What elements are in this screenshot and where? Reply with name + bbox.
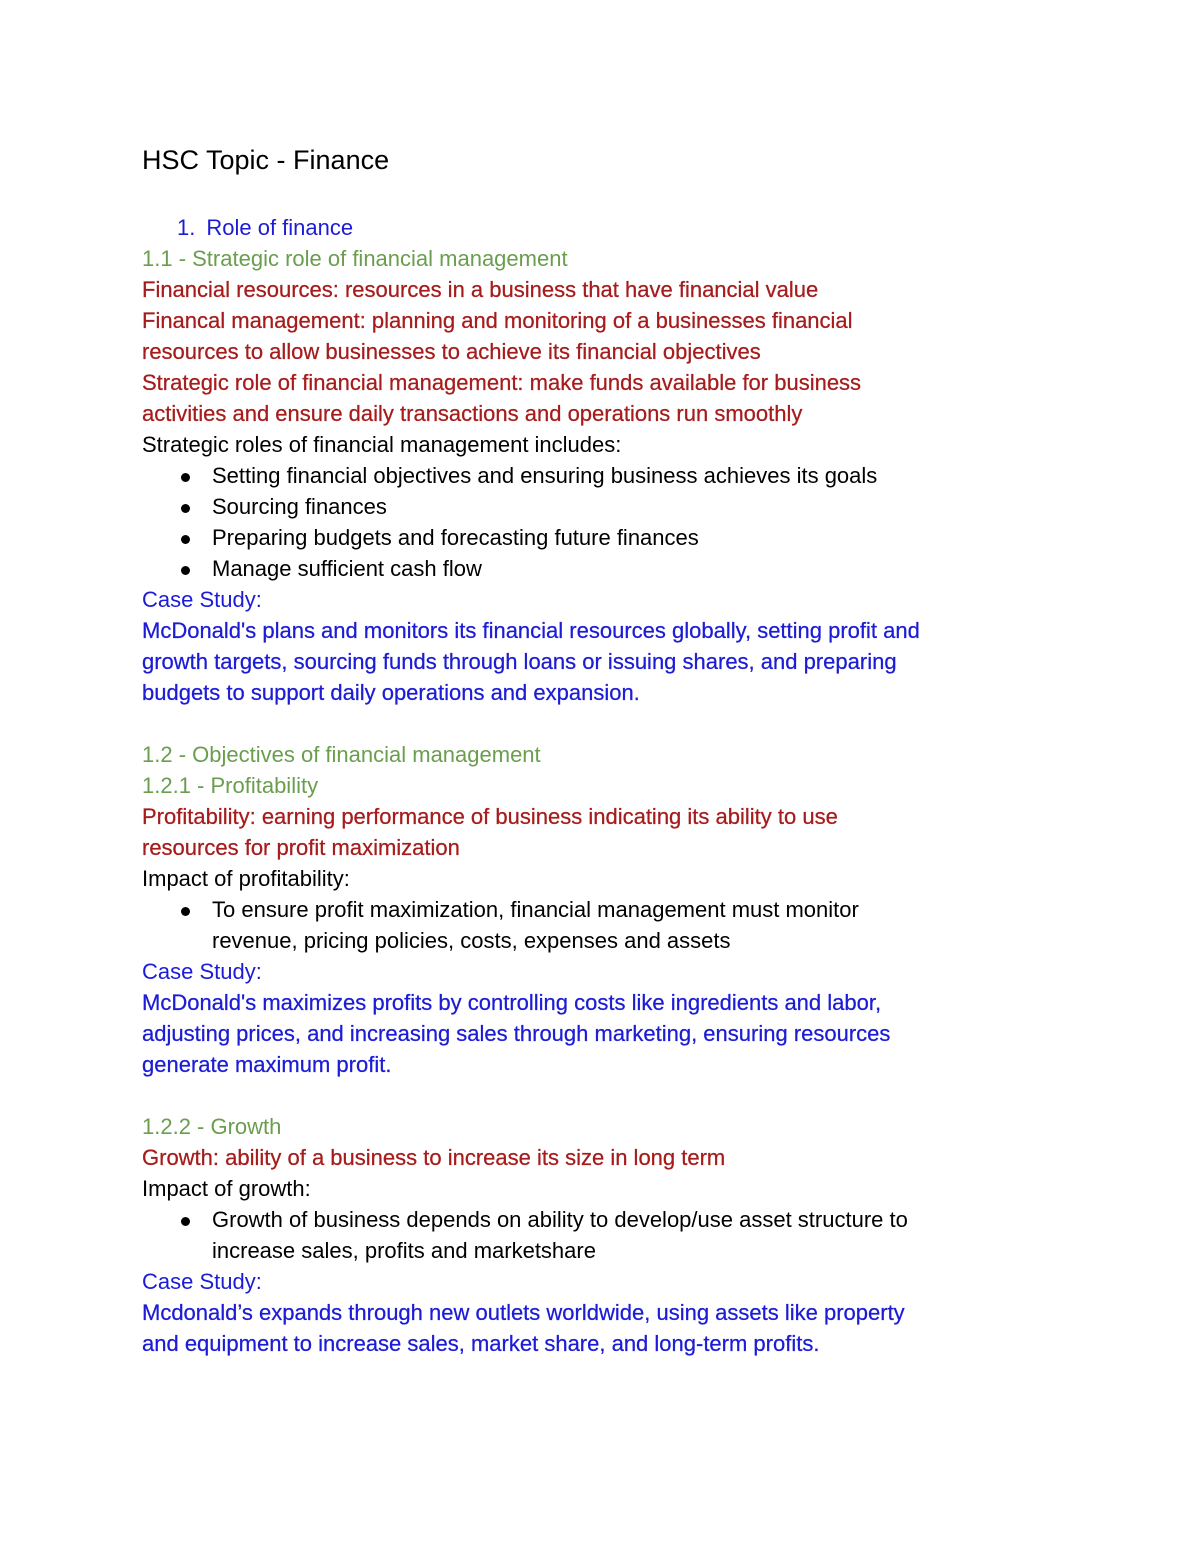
section-1-label: Role of finance [206, 215, 354, 240]
spacer [142, 708, 1082, 739]
bullet-icon [181, 1217, 190, 1226]
case-study-1-2-2-line-2: and equipment to increase sales, market share, and long-term profits. [142, 1331, 820, 1356]
subheading-1-2-2: 1.2.2 - Growth [142, 1114, 282, 1139]
bullet-icon [181, 907, 190, 916]
impact-growth-label: Impact of growth: [142, 1176, 311, 1201]
list-item-text: Sourcing finances [212, 494, 387, 519]
bullet-icon [181, 473, 190, 482]
section-1-heading [142, 212, 1082, 243]
section-1-number: 1. [177, 215, 196, 240]
bullet-icon [181, 566, 190, 575]
list-item [142, 491, 1082, 522]
definition-financial-management-line-2: resources to allow businesses to achieve its financial objectives [142, 339, 761, 364]
case-study-1-2-1-line-1: McDonald's maximizes profits by controlling costs like ingredients and labor, [142, 990, 882, 1015]
profitability-list [142, 894, 1082, 956]
definition-growth: Growth: ability of a business to increase its size in long term [142, 1145, 726, 1170]
case-study-1-2-1-line-3: generate maximum profit. [142, 1052, 392, 1077]
growth-list [142, 1204, 1082, 1266]
strategic-roles-list [142, 460, 1082, 584]
subheading-1-1: 1.1 - Strategic role of financial management [142, 246, 568, 271]
list-item [142, 522, 1082, 553]
list-item-text: Growth of business depends on ability to develop/use asset structure to [212, 1207, 908, 1232]
case-study-1-1-line-2: growth targets, sourcing funds through loans or issuing shares, and preparing [142, 649, 897, 674]
case-study-label-1-2-1: Case Study: [142, 959, 262, 984]
list-item [142, 460, 1082, 491]
case-study-label-1-1: Case Study: [142, 587, 262, 612]
list-item [142, 1204, 1082, 1266]
case-study-1-1-line-3: budgets to support daily operations and expansion. [142, 680, 640, 705]
list-item-text: Setting financial objectives and ensuring business achieves its goals [212, 463, 878, 488]
subheading-1-2-1: 1.2.1 - Profitability [142, 773, 319, 798]
definition-profitability-line-1: Profitability: earning performance of business indicating its ability to use [142, 804, 838, 829]
list-item-text: Manage sufficient cash flow [212, 556, 482, 581]
list-item-text: To ensure profit maximization, financial management must monitor [212, 897, 859, 922]
case-study-1-1-line-1: McDonald's plans and monitors its financial resources globally, setting profit and [142, 618, 920, 643]
subheading-1-2: 1.2 - Objectives of financial management [142, 742, 541, 767]
definition-financial-resources: Financial resources: resources in a business that have financial value [142, 277, 819, 302]
definition-financial-management-line-1: Financal management: planning and monitoring of a businesses financial [142, 308, 853, 333]
bullet-icon [181, 535, 190, 544]
spacer [142, 1080, 1082, 1111]
list-item [142, 553, 1082, 584]
list-item-text: Preparing budgets and forecasting future finances [212, 525, 699, 550]
page-title: HSC Topic - Finance [142, 145, 390, 175]
list-item-text: increase sales, profits and marketshare [212, 1238, 596, 1263]
case-study-1-2-1-line-2: adjusting prices, and increasing sales through marketing, ensuring resources [142, 1021, 891, 1046]
strategic-roles-intro: Strategic roles of financial management includes: [142, 432, 622, 457]
case-study-1-2-2-line-1: Mcdonald’s expands through new outlets worldwide, using assets like property [142, 1300, 905, 1325]
list-item [142, 894, 1082, 956]
definition-profitability-line-2: resources for profit maximization [142, 835, 460, 860]
impact-profitability-label: Impact of profitability: [142, 866, 350, 891]
definition-strategic-role-line-2: activities and ensure daily transactions and operations run smoothly [142, 401, 803, 426]
document-body [142, 140, 1082, 1359]
definition-strategic-role-line-1: Strategic role of financial management: make funds available for business [142, 370, 862, 395]
case-study-label-1-2-2: Case Study: [142, 1269, 262, 1294]
bullet-icon [181, 504, 190, 513]
list-item-text: revenue, pricing policies, costs, expenses and assets [212, 928, 731, 953]
